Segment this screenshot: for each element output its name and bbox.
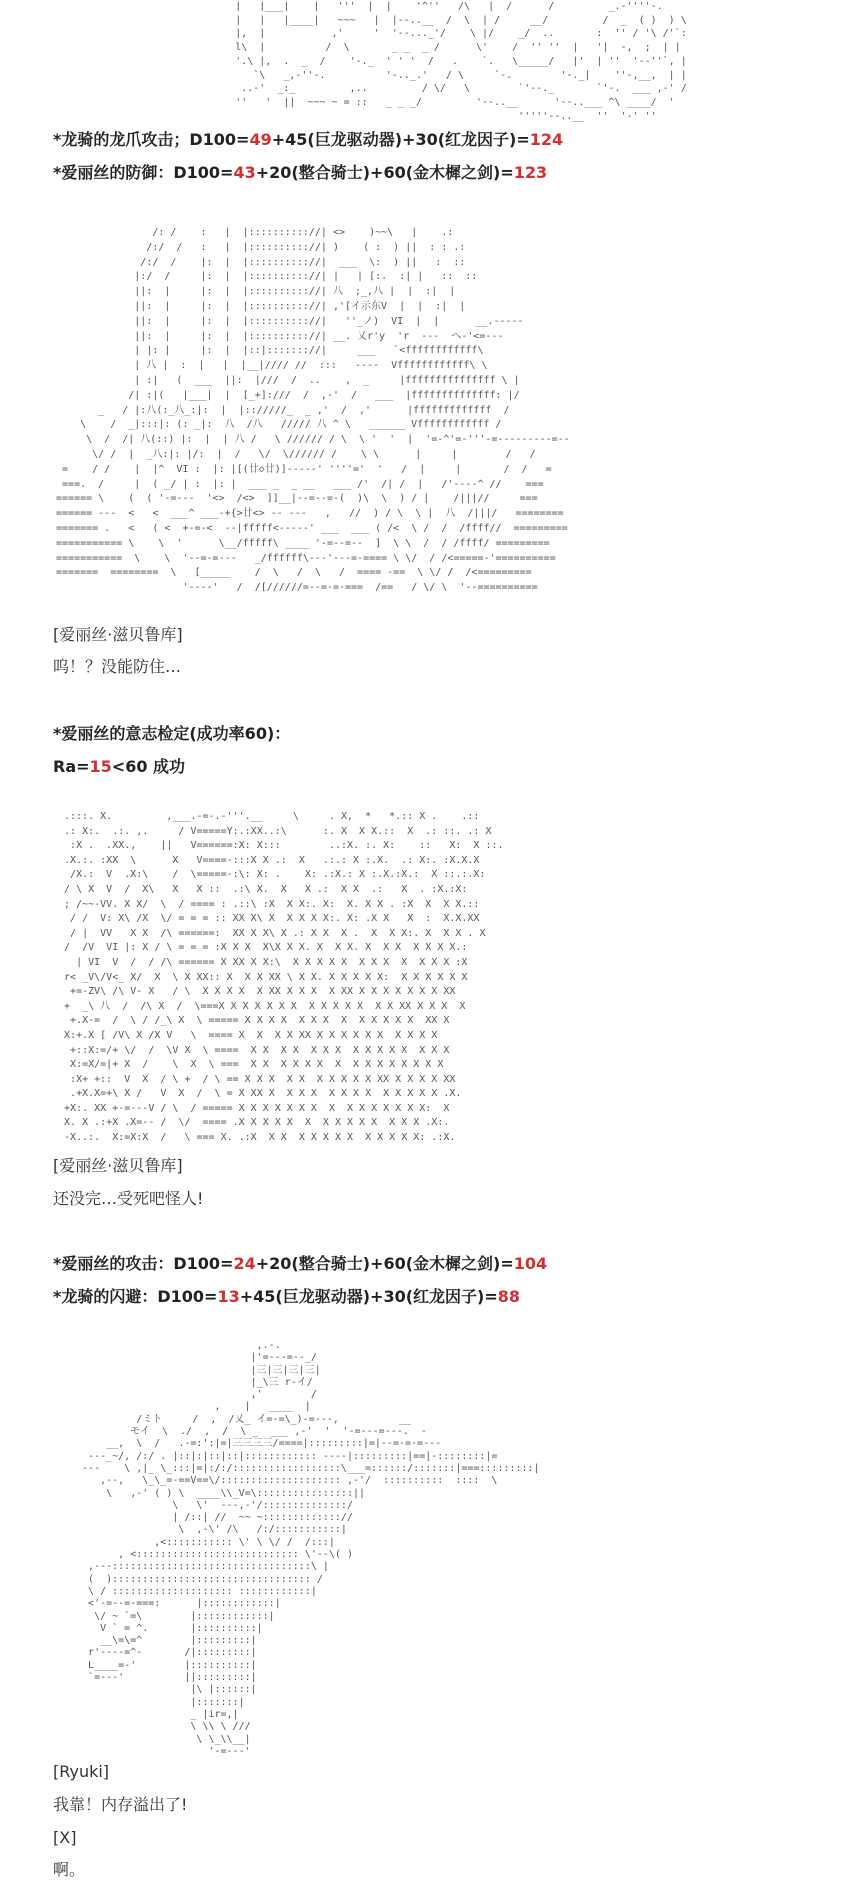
roll-result: 49 [249, 130, 272, 149]
roll-label: *龙骑的闪避：D100= [53, 1287, 218, 1306]
roll-label: *爱丽丝的意志检定(成功率60)： [53, 724, 291, 743]
speaker-alice: [爱丽丝·滋贝鲁库] [53, 625, 183, 644]
roll-label: *爱丽丝的攻击：D100= [53, 1254, 234, 1273]
roll-modifiers: +20(整合骑士)+60(金木樨之剑)= [255, 1254, 514, 1273]
roll-total: 104 [513, 1254, 548, 1273]
roll-result: 43 [233, 163, 256, 182]
roll-result: 15 [89, 757, 112, 776]
roll-outcome: <60 成功 [111, 757, 186, 776]
roll-modifiers: +45(巨龙驱动器)+30(红龙因子)= [239, 1287, 498, 1306]
dialogue-x: 啊。 [53, 1860, 86, 1879]
roll-ra-check [53, 757, 185, 777]
roll-dragon-claw-attack [53, 130, 563, 150]
roll-label: Ra= [53, 757, 90, 776]
speaker-x: [X] [53, 1828, 77, 1847]
roll-label: *爱丽丝的防御：D100= [53, 163, 234, 182]
roll-result: 24 [233, 1254, 256, 1273]
ascii-art-masked-hero: ,.-. |'=---=--_/ |三|三|三|三| |_\三 r-イ/ ,' / , | ____ | /ミト / , /乂_ イ=-=\_)-=---, __ モイ \ ./ , / \ _ ___ ,-' ' '-=---=---. - __, \ / .-=:':|=|三三三三/====|:::::::::|=|--=-=-=--- ---_~/, /:/ . |::|:|::|::|:::::::::::: ----|:::::::::|==|-::::::::|= --- \ ,|_ \_:::|=|:/:/::::::::::::::::::\___=::::::/:::::::|===:::::::::| ,--, \_\_=-==V==\/:::::::::::::::::::: ,-'/ :::::::::: :::: \ \ ,-' ( ) \ ____\\_V=\::::::::::::::::|| \ \' ---,-'/::::::::::::::/ | /::| // ~~ ~:::::::::::::// \ ,-\' /\ /:/:::::::::::| ,<::::::::::: \' \ \/ / /:::| , <::::::::::::::::::::::::::: \'--\( ) ,---:::::::::::::::::::::::::::::::::\ | ( )::::::::::::::::::::::::::::::::: / \ / :::::::::::::::::::: ::::::::::::| <'-=--=-===: |::::::::::::| \/ ~ `=\ |::::::::::::| V ` = ^. |::::::::::| __\=\=^ |:::::::::| r'----=^- /|:::::::::| L____=-' |::::::::::| `=---' ||:::::::::| |\ |::::::| |:::::::| _ |ir=,| \ \\ \ /// \ \_\\__| '-=---' [82, 1340, 540, 1757]
roll-alice-will-check [53, 724, 290, 744]
roll-label: *龙骑的龙爪攻击；D100= [53, 130, 250, 149]
ascii-art-top: | |___| | ''' | | '^'' /\ | / / _.-''''-. | | |____| ~~~ | |--..__ / \ | / __/ / _ ( ) ) \ |, | ,' ' '--..._'/ \ |/ _/ .. : '' / '\ /'`: l\ | / \ _ _ _ / \' / '' '' | '| -, ; | | '.\ |, . _ / '-._ ' ' ' / . `. \_____/ |' | '' '--''`, | `\ _,-''-. '-.._.' / \ `-. '-._| ''-,__, | | ..-' _:_ ,.. / \/ \ `'--._ `'-. ___ ,-' / '' ' || ~~~ ~ = :: _ _ _/ '--..__ '--..___ ^\ ____/ ' '''''--..__ '' '-' '' [235, 1, 687, 122]
dialogue-ryuki: 我靠！内存溢出了! [53, 1795, 188, 1814]
roll-dragon-dodge [53, 1287, 520, 1307]
roll-alice-defense [53, 163, 547, 183]
roll-total: 88 [497, 1287, 521, 1306]
speaker-ryuki: [Ryuki] [53, 1762, 110, 1781]
ascii-art-armored-knight: /: / : | |:::::::::://| <> )~~\ | .: /:/ / : | |:::::::::://| ) ( : ) || : : .: /:/ / |: | |:::::::::://| ___ \: ) || : :: |:/ / |: | |:::::::::://| | | [:. :| | :: :: ||: | |: | |:::::::::://| 八 ;_,八 | | :| | ||: | |: | |:::::::::://| ,'[イ示东V | | :| | ||: | |: | |:::::::::://| ''_ノ) VI | | __.----- ||: | |: | |:::::::::://| __. 乂r'y 'r --- へ-'<=--- | |: | |: | |::|::::::://| ___ `<ffffffffffff\ | 八 | : | | |__|//// // ::: ---- Vffffffffffff\ \ | :| ( ___ ||: |/// / .. , _ |fffffffffffffff \ | /| :|( |___| | [_+]:/// / ,-' / ___ |ffffffffffffff: |/ _ / |:八(:_八_:|: | |:://///_ _ ,' / ,' |fffffffffffff / \ / _|:::|: (: _|: 八 /八 ///// 八 ^ \ ______ Vffffffffffff / \ / /| 八(::) |: | | 八 / \ ////// / \ \ ' ' | '=-^'=-'''-=---------=-- \/ / | _八:|: |/: | / \/ \////// / \ \ | | / / = / / | |^ VI : |: |[(廿◇廿)]-----' ''''=' ' / | | / / = ===. / | ( _/ | : |: | ___ _ _ __ ___ /' /| / | /'----^ // === ====== \ ( ( '-=--- '<> /<> ]]__|--=--=-( )\ \ ) / | /|||// === ====== --- < < ___^ ___-+{>廿<> -- --- , // ) / \ \ | 八 /|||/ ======== ======= . < ( < +-=-< --|fffff<-----' ___ ___ ( /< \ / / /ffff// ========= =========== \ \ ' \__/fffff\ ____ '-=--=-- ] \ \ / / /ffff/ ========= =========== \ \ '--=-=--- _/ffffff\---'---=-==== \ \/ / /<=====-'========== ======= ======== \ [_____ / \ / \ / ==== -== \ \/ / /<========= '----' / /[//////=--=-=-=== /== / \/ \ '--========== [56, 227, 570, 594]
speaker-alice: [爱丽丝·滋贝鲁库] [53, 1156, 183, 1175]
dialogue-alice: 还没完…受死吧怪人! [53, 1189, 204, 1208]
roll-total: 123 [513, 163, 548, 182]
roll-total: 124 [529, 130, 564, 149]
dialogue-alice: 呜！？没能防住… [53, 657, 182, 676]
roll-alice-attack [53, 1254, 547, 1274]
roll-result: 13 [217, 1287, 240, 1306]
roll-modifiers: +45(巨龙驱动器)+30(红龙因子)= [271, 130, 530, 149]
roll-modifiers: +20(整合骑士)+60(金木樨之剑)= [255, 163, 514, 182]
ascii-art-sword-burst: .:::. X. ,___.-=-.-'''.__ \ . X, * *.:: X . .:: .: X:. .:. ,. / V=====Y:.:XX..:\ :. X X X.:: X .: ::. .: X :X . .XX., || V======:X: X::: ..:X. :. X: :: X: X ::. .X.:. :XX \ X V====-:::X X .: X .:.: X :.X. .: X:. :X.X.X /X.: V .X:\ / \=====-:\: X: . X: .:X.: X :.X.:X.: X ::.:.X: / \ X V / X\ X X :: .:\ X. X X .: X X .: X . :X.:X: ; /~~-VV. X X/ \ / ==== : .::\ :X X X:. X: X. X X . :X X X X.:: / / V: X\ /X \/ = = = :: XX X\ X X X X X:. X: .X X X : X.X.XX / | VV X X /\ ======: XX X X\ X .: X X X . X X X:. X X X . X / /V VI |: X / \ = = = :X X X X\X X X. X X X. X X X X X X X.: | VI V / / /\ ====== X XX X X:\ X X X X X X X X X X X X :X r< _V\/V<_ X/ X \ X XX:: X X X XX \ X X. X X X X X: X X X X X X +=-ZV\ /\ V- X / \ X X X X X XX X X X X XX X X X X X X X XX + _\ 八 / /\ X / \===X X X X X X X X X X X X X X XX X X X X +.X-= / \ / /_\ X \ ===== X X X X X X X X X X X X X XX X X:+.X [ /V\ X /X V \ ==== X X X X XX X X X X X X X X X X +::X:=/+ \/ / \V X \ ==== X X X X X X X X X X X X X X X X:=X/=|+ X / \ X \ === X X X X X X X X X X X X X X X :X+ +:: V X / \ + / \ == X X X X X X X X X X XX X X X X XX .+X.X=+\ X / V X / \ = X XX X X X X X X X X X X X X X .X. +X:. XX +-=---V / \ / ===== X X X X X X X X X X X X X X X: X X. X .:+X .X=-- / \/ ==== .X X X X X X X X X X X X X X .X:. -X..:. X:=X:X / \ === X. .:X X X X X X X X X X X X X: .:X. [64, 811, 504, 1144]
